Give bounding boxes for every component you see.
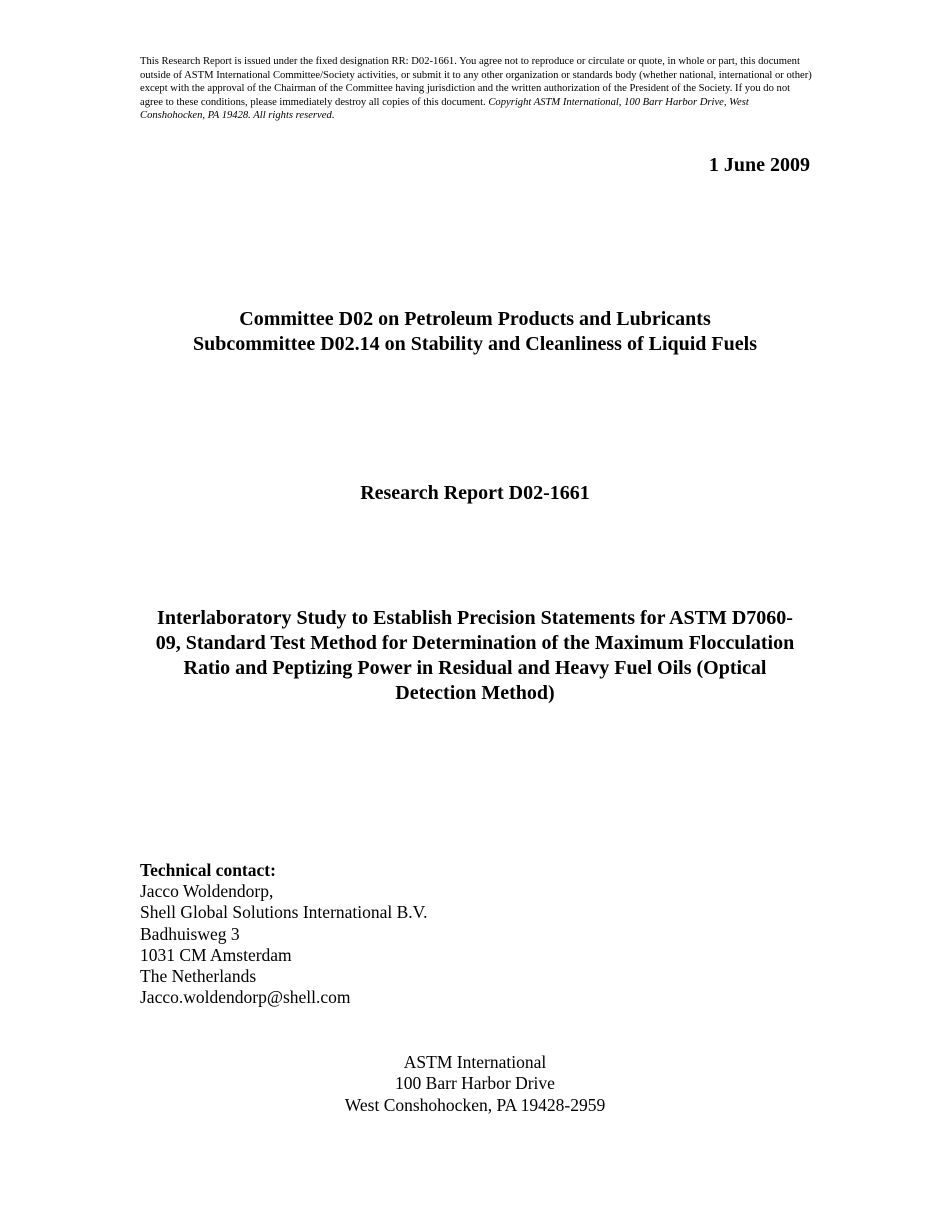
astm-city: West Conshohocken, PA 19428-2959 — [344, 1094, 606, 1115]
contact-name: Jacco Woldendorp, — [140, 881, 274, 902]
committee-heading — [0, 307, 950, 356]
study-title: Interlaboratory Study to Establish Precision Statements for ASTM D7060-09, Standard Test Method for Determination of the Maximum Flocculation Ratio and Peptizing Power in Residual and Heavy Fuel Oils (Optical Detection Method) — [155, 607, 795, 704]
subcommittee-name: Subcommittee D02.14 on Stability and Cleanliness of Liquid Fuels — [193, 332, 757, 355]
report-number: Research Report D02-1661 — [360, 482, 590, 504]
technical-contact — [140, 860, 427, 1008]
copyright-notice: This Research Report is issued under the fixed designation RR: D02-1661. You agree not to reproduce or circulate or quote, in whole or part, this document outside of ASTM International Committee/Society activities, or submit it to any other organization or standards body (whether national, international or other) except with the approval of the Chairman of the Committee having jurisdiction and the written authorization of the President of the Society. If you do not agree to these conditions, please immediately destroy all copies of this document. Copyright ASTM International, 100 Barr Harbor Drive, West Conshohocken, PA 19428. All rights reserved. — [140, 56, 812, 122]
report-date: 1 June 2009 — [708, 154, 810, 176]
contact-street: Badhuisweg 3 — [140, 923, 240, 944]
contact-email: Jacco.woldendorp@shell.com — [140, 987, 351, 1008]
committee-name: Committee D02 on Petroleum Products and Lubricants — [239, 308, 711, 330]
notice-text: This Research Report is issued under the fixed designation RR: D02-1661. You agree not to reproduce or circulate or quote, in whole or part, this document outside of ASTM International Committee/Society activities, or submit it to any other organization or standards body (whether national, international or other) except with the approval of the Chairman of the Committee having jurisdiction and the written authorization of the President of the Society. If you do not agree to these conditions, please immediately destroy all copies of this document. — [140, 56, 812, 108]
astm-address — [0, 1052, 950, 1116]
astm-street: 100 Barr Harbor Drive — [395, 1073, 555, 1094]
contact-heading: Technical contact: — [140, 860, 276, 880]
astm-name: ASTM International — [403, 1052, 547, 1072]
notice-copyright: Copyright ASTM International, 100 Barr Harbor Drive, West Conshohocken, PA 19428. All rights reserved — [140, 96, 749, 122]
contact-country: The Netherlands — [140, 966, 257, 987]
contact-company: Shell Global Solutions International B.V. — [140, 902, 428, 923]
contact-city: 1031 CM Amsterdam — [140, 944, 292, 965]
